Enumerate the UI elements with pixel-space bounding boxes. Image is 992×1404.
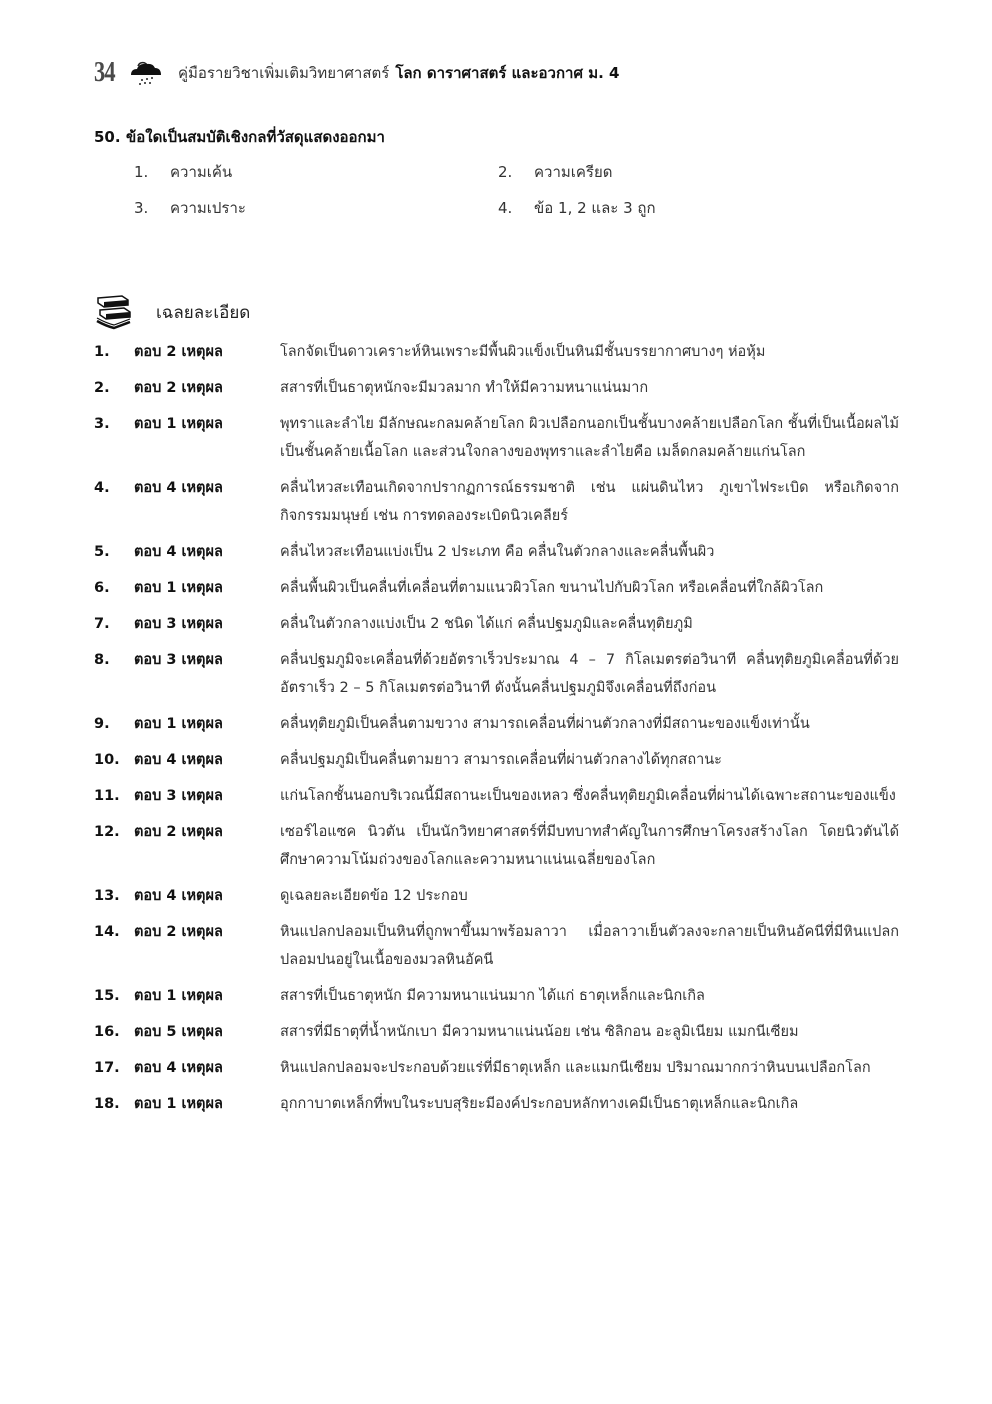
answer-item [94,474,899,530]
answer-reason: โลกจัดเป็นดาวเคราะห์หินเพราะมีพื้นผิวแข็งเป็นหินมีชั้นบรรยากาศบางๆ ห่อหุ้ม [280,344,766,360]
answer-reason: คลื่นปฐมภูมิจะเคลื่อนที่ด้วยอัตราเร็วประมาณ 4 – 7 กิโลเมตรต่อวินาที คลื่นทุติยภูมิเคลื่อนที่ด้วยอัตราเร็ว 2 – 5 กิโลเมตรต่อวินาที ดังนั้นคลื่นปฐมภูมิจึงเคลื่อนที่ถึงก่อน [280,652,899,696]
answer-label: ตอบ 1 เหตุผล [134,1096,223,1112]
answer-number: 4. [94,480,110,496]
choice-1 [134,158,498,186]
answer-item [94,610,899,638]
answer-label: ตอบ 1 เหตุผล [134,580,223,596]
answers-heading [94,290,250,334]
answer-reason: สสารที่เป็นธาตุหนักจะมีมวลมาก ทำให้มีความหนาแน่นมาก [280,380,649,396]
answer-reason: ดูเฉลยละเอียดข้อ 12 ประกอบ [280,888,468,904]
answer-number: 13. [94,888,120,904]
answer-number: 7. [94,616,110,632]
answer-item [94,918,899,974]
answer-label: ตอบ 3 เหตุผล [134,788,223,804]
question-50 [94,122,894,222]
answer-reason: อุกกาบาตเหล็กที่พบในระบบสุริยะมีองค์ประกอบหลักทางเคมีเป็นธาตุเหล็กและนิกเกิล [280,1096,799,1112]
choice-text: ความเครียด [534,163,613,181]
answer-label: ตอบ 2 เหตุผล [134,924,223,940]
answer-number: 9. [94,716,110,732]
choice-number: 3. [134,199,149,217]
answer-label: ตอบ 1 เหตุผล [134,716,223,732]
question-number: 50. [94,128,121,146]
answer-number: 16. [94,1024,120,1040]
choice-3 [134,194,498,222]
answer-item [94,818,899,874]
choice-text: ความเปราะ [170,199,246,217]
answer-item [94,338,899,366]
answer-item [94,374,899,402]
answer-label: ตอบ 4 เหตุผล [134,1060,223,1076]
choices [134,158,894,222]
answer-label: ตอบ 2 เหตุผล [134,344,223,360]
answer-item [94,746,899,774]
question-text: ข้อใดเป็นสมบัติเชิงกลที่วัสดุแสดงออกมา [126,128,385,146]
choice-number: 4. [498,199,513,217]
answer-item [94,710,899,738]
answer-number: 1. [94,344,110,360]
answer-label: ตอบ 2 เหตุผล [134,824,223,840]
answer-label: ตอบ 1 เหตุผล [134,416,223,432]
answer-reason: สสารที่มีธาตุที่น้ำหนักเบา มีความหนาแน่นน้อย เช่น ซิลิกอน อะลูมิเนียม แมกนีเซียม [280,1024,799,1040]
answer-reason: พุทราและลำไย มีลักษณะกลมคล้ายโลก ผิวเปลือกนอกเป็นชั้นบางคล้ายเปลือกโลก ชั้นที่เป็นเนื้อผลไม้เป็นชั้นคล้ายเนื้อโลก และส่วนใจกลางของพุทราและลำไยคือ เมล็ดกลมคล้ายแก่นโลก [280,416,899,460]
answer-label: ตอบ 4 เหตุผล [134,544,223,560]
answer-number: 6. [94,580,110,596]
answer-number: 14. [94,924,120,940]
answer-number: 5. [94,544,110,560]
header-title: คู่มือรายวิชาเพิ่มเติมวิทยาศาสตร์ [178,64,390,82]
answer-label: ตอบ 2 เหตุผล [134,380,223,396]
answer-label: ตอบ 3 เหตุผล [134,616,223,632]
answer-label: ตอบ 4 เหตุผล [134,480,223,496]
page-header [94,56,619,90]
answer-list [94,338,899,1126]
books-icon [94,292,134,332]
answer-item [94,410,899,466]
answer-reason: แก่นโลกชั้นนอกบริเวณนี้มีสถานะเป็นของเหลว ซึ่งคลื่นทุติยภูมิเคลื่อนที่ผ่านได้เฉพาะสถานะของแข็ง [280,788,896,804]
answer-item [94,982,899,1010]
answer-number: 10. [94,752,120,768]
choice-number: 2. [498,163,513,181]
answer-item [94,882,899,910]
answer-reason: หินแปลกปลอมเป็นหินที่ถูกพาขึ้นมาพร้อมลาวา เมื่อลาวาเย็นตัวลงจะกลายเป็นหินอัคนีที่มีหินแปลกปลอมปนอยู่ในเนื้อของมวลหินอัคนี [280,924,899,968]
choice-2 [498,158,862,186]
answer-label: ตอบ 4 เหตุผล [134,752,223,768]
answer-number: 2. [94,380,110,396]
answer-reason: คลื่นปฐมภูมิเป็นคลื่นตามยาว สามารถเคลื่อนที่ผ่านตัวกลางได้ทุกสถานะ [280,752,722,768]
header-subject: โลก ดาราศาสตร์ และอวกาศ ม. 4 [395,64,620,82]
choice-number: 1. [134,163,149,181]
answer-label: ตอบ 1 เหตุผล [134,988,223,1004]
answer-reason: คลื่นไหวสะเทือนแบ่งเป็น 2 ประเภท คือ คลื่นในตัวกลางและคลื่นพื้นผิว [280,544,715,560]
answer-item [94,1090,899,1118]
answer-reason: คลื่นพื้นผิวเป็นคลื่นที่เคลื่อนที่ตามแนวผิวโลก ขนานไปกับผิวโลก หรือเคลื่อนที่ใกล้ผิวโลก [280,580,824,596]
answer-item [94,646,899,702]
answer-item [94,1018,899,1046]
answer-number: 3. [94,416,110,432]
answer-number: 17. [94,1060,120,1076]
answer-number: 12. [94,824,120,840]
answer-item [94,538,899,566]
answer-item [94,782,899,810]
answer-item [94,574,899,602]
page-number: 34 [94,57,115,88]
question-stem [94,122,894,152]
answer-reason: หินแปลกปลอมจะประกอบด้วยแร่ที่มีธาตุเหล็ก และแมกนีเซียม ปริมาณมากกว่าหินบนเปลือกโลก [280,1060,871,1076]
choice-text: ความเค้น [170,163,233,181]
answer-reason: คลื่นในตัวกลางแบ่งเป็น 2 ชนิด ได้แก่ คลื่นปฐมภูมิและคลื่นทุติยภูมิ [280,616,693,632]
cloud-rain-icon [128,58,164,88]
answer-reason: คลื่นไหวสะเทือนเกิดจากปรากฏการณ์ธรรมชาติ เช่น แผ่นดินไหว ภูเขาไฟระเบิด หรือเกิดจากกิจกรรมมนุษย์ เช่น การทดลองระเบิดนิวเคลียร์ [280,480,899,524]
answer-reason: สสารที่เป็นธาตุหนัก มีความหนาแน่นมาก ได้แก่ ธาตุเหล็กและนิกเกิล [280,988,705,1004]
answer-label: ตอบ 3 เหตุผล [134,652,223,668]
choice-4 [498,194,862,222]
answer-label: ตอบ 4 เหตุผล [134,888,223,904]
answer-item [94,1054,899,1082]
answer-number: 18. [94,1096,120,1112]
answer-reason: คลื่นทุติยภูมิเป็นคลื่นตามขวาง สามารถเคลื่อนที่ผ่านตัวกลางที่มีสถานะของแข็งเท่านั้น [280,716,810,732]
answer-reason: เซอร์ไอแซค นิวตัน เป็นนักวิทยาศาสตร์ที่มีบทบาทสำคัญในการศึกษาโครงสร้างโลก โดยนิวตันได้ศึกษาความโน้มถ่วงของโลกและความหนาแน่นเฉลี่ยของโลก [280,824,899,868]
answer-number: 8. [94,652,110,668]
answer-number: 15. [94,988,120,1004]
answers-heading-text: เฉลยละเอียด [156,302,251,323]
answer-label: ตอบ 5 เหตุผล [134,1024,223,1040]
answer-number: 11. [94,788,120,804]
choice-text: ข้อ 1, 2 และ 3 ถูก [534,199,656,217]
